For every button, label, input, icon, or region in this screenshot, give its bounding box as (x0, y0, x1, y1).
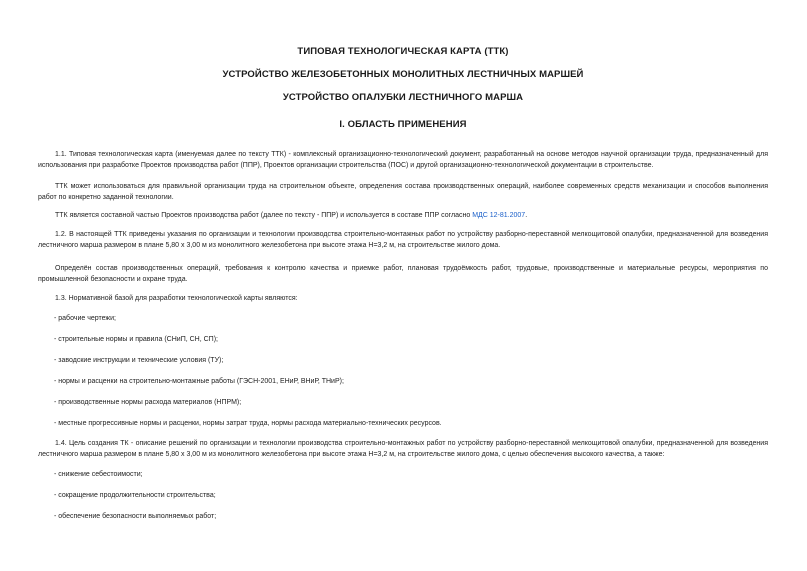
list-item: - заводские инструкции и технические условия (ТУ); (54, 357, 224, 364)
paragraph-1-3: 1.3. Нормативной базой для разработки технологической карты являются: (55, 295, 298, 302)
paragraph-ppr-end: . (525, 212, 528, 219)
list-item: - рабочие чертежи; (54, 315, 116, 322)
document-subtitle-2: УСТРОЙСТВО ОПАЛУБКИ ЛЕСТНИЧНОГО МАРША (282, 92, 524, 103)
list-item: - обеспечение безопасности выполняемых работ; (54, 513, 217, 520)
mds-link[interactable]: МДС 12-81.2007 (472, 212, 526, 219)
paragraph-1-4: 1.4. Цель создания ТК - описание решений по организации и технологии производства строительно-монтажных работ по устройству разборно-переставной мелкощитовой опалубки, предназначенной для возведения лестничного марша размером в плане 5,80 х 3,00 м из монолитного железобетона при высоте этажа Н=3,2 м, на строительстве жилого дома, с целью обеспечения высокого качества, а также: (38, 440, 768, 459)
list-item: - сокращение продолжительности строительства; (54, 492, 216, 499)
list-item: - производственные нормы расхода материалов (НПРМ); (54, 399, 242, 406)
list-item: - строительные нормы и правила (СНиП, СН, СП); (54, 336, 218, 343)
document-subtitle: УСТРОЙСТВО ЖЕЛЕЗОБЕТОННЫХ МОНОЛИТНЫХ ЛЕСТНИЧНЫХ МАРШЕЙ (222, 69, 584, 80)
list-item: - нормы и расценки на строительно-монтажные работы (ГЭСН-2001, ЕНиР, ВНиР, ТНиР); (54, 378, 344, 385)
paragraph-ppr-text: ТТК является составной частью Проектов производства работ (далее по тексту - ППР) и используется в составе ППР согласно (55, 212, 473, 219)
paragraph-1-1: 1.1. Типовая технологическая карта (именуемая далее по тексту ТТК) - комплексный организационно-технологический документ, разработанный на основе методов научной организации труда, предназначенный для использования при разработке Проектов производства работ (ППР), Проектов организации строительства (ПОС) и другой организационно-технологической документации в строительстве. (38, 151, 768, 170)
section-heading: I. ОБЛАСТЬ ПРИМЕНЕНИЯ (339, 119, 467, 130)
paragraph-defined: Определён состав производственных операций, требования к контролю качества и приемке работ, плановая трудоёмкость работ, трудовые, производственные и материальные ресурсы, мероприятия по промышленной безопасности и охране труда. (38, 265, 768, 284)
paragraph-usage: ТТК может использоваться для правильной организации труда на строительном объекте, определения состава производственных операций, наиболее современных средств механизации и способов выполнения работ по конкретно заданной технологии. (38, 183, 768, 202)
paragraph-ppr (38, 210, 768, 221)
list-item: - местные прогрессивные нормы и расценки, нормы затрат труда, нормы расхода материально-технических ресурсов. (54, 420, 442, 427)
document-title: ТИПОВАЯ ТЕХНОЛОГИЧЕСКАЯ КАРТА (ТТК) (297, 46, 509, 57)
paragraph-1-2: 1.2. В настоящей ТТК приведены указания по организации и технологии производства строительно-монтажных работ по устройству разборно-переставной мелкощитовой опалубки, предназначенной для возведения лестничного марша размером в плане 5,80 х 3,00 м из монолитного железобетона при высоте этажа Н=3,2 м, на строительстве жилого дома. (38, 231, 768, 250)
list-item: - снижение себестоимости; (54, 471, 143, 478)
